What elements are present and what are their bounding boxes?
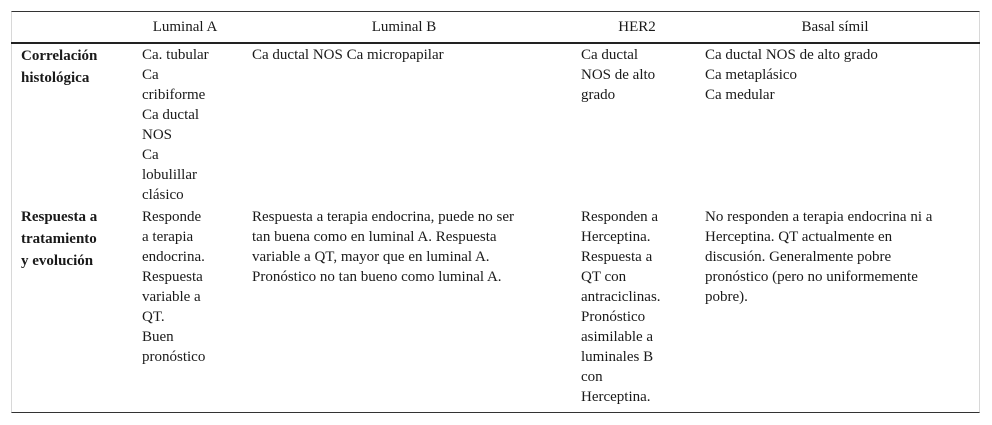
- cell-her2-respuesta: Responden a Herceptina. Respuesta a QT con antraciclinas. Pronóstico asimilable a luminales B con Herceptina.: [581, 209, 661, 405]
- cell-luminal-b-histologia: Ca ductal NOS Ca micropapilar: [252, 47, 444, 63]
- cell-luminal-a-histologia: Ca. tubular Ca cribiforme Ca ductal NOS Ca lobulillar clásico: [142, 47, 209, 203]
- row-label-correlacion-histologica: Correlación histológica: [21, 48, 98, 86]
- cell-luminal-a-respuesta: Responde a terapia endocrina. Respuesta variable a QT. Buen pronóstico: [142, 209, 206, 365]
- cell-basal-simil-histologia: Ca ductal NOS de alto grado Ca metaplásico Ca medular: [705, 47, 878, 103]
- column-header-luminal-a: Luminal A: [152, 19, 218, 35]
- column-header-basal-simil: Basal símil: [801, 19, 869, 35]
- cell-luminal-b-respuesta: Respuesta a terapia endocrina, puede no ser tan buena como en luminal A. Respuesta variable a QT, mayor que en luminal A. Pronóstico no tan bueno como luminal A.: [252, 209, 514, 285]
- column-header-luminal-b: Luminal B: [371, 19, 437, 35]
- header-divider: [11, 42, 980, 44]
- row-label-respuesta-tratamiento: Respuesta a tratamiento y evolución: [21, 209, 98, 269]
- cell-her2-histologia: Ca ductal NOS de alto grado: [581, 47, 656, 103]
- column-header-her2: HER2: [618, 19, 656, 35]
- cell-basal-simil-respuesta: No responden a terapia endocrina ni a Herceptina. QT actualmente en discusión. Generalmente pobre pronóstico (pero no uniformemente pobre).: [705, 209, 933, 305]
